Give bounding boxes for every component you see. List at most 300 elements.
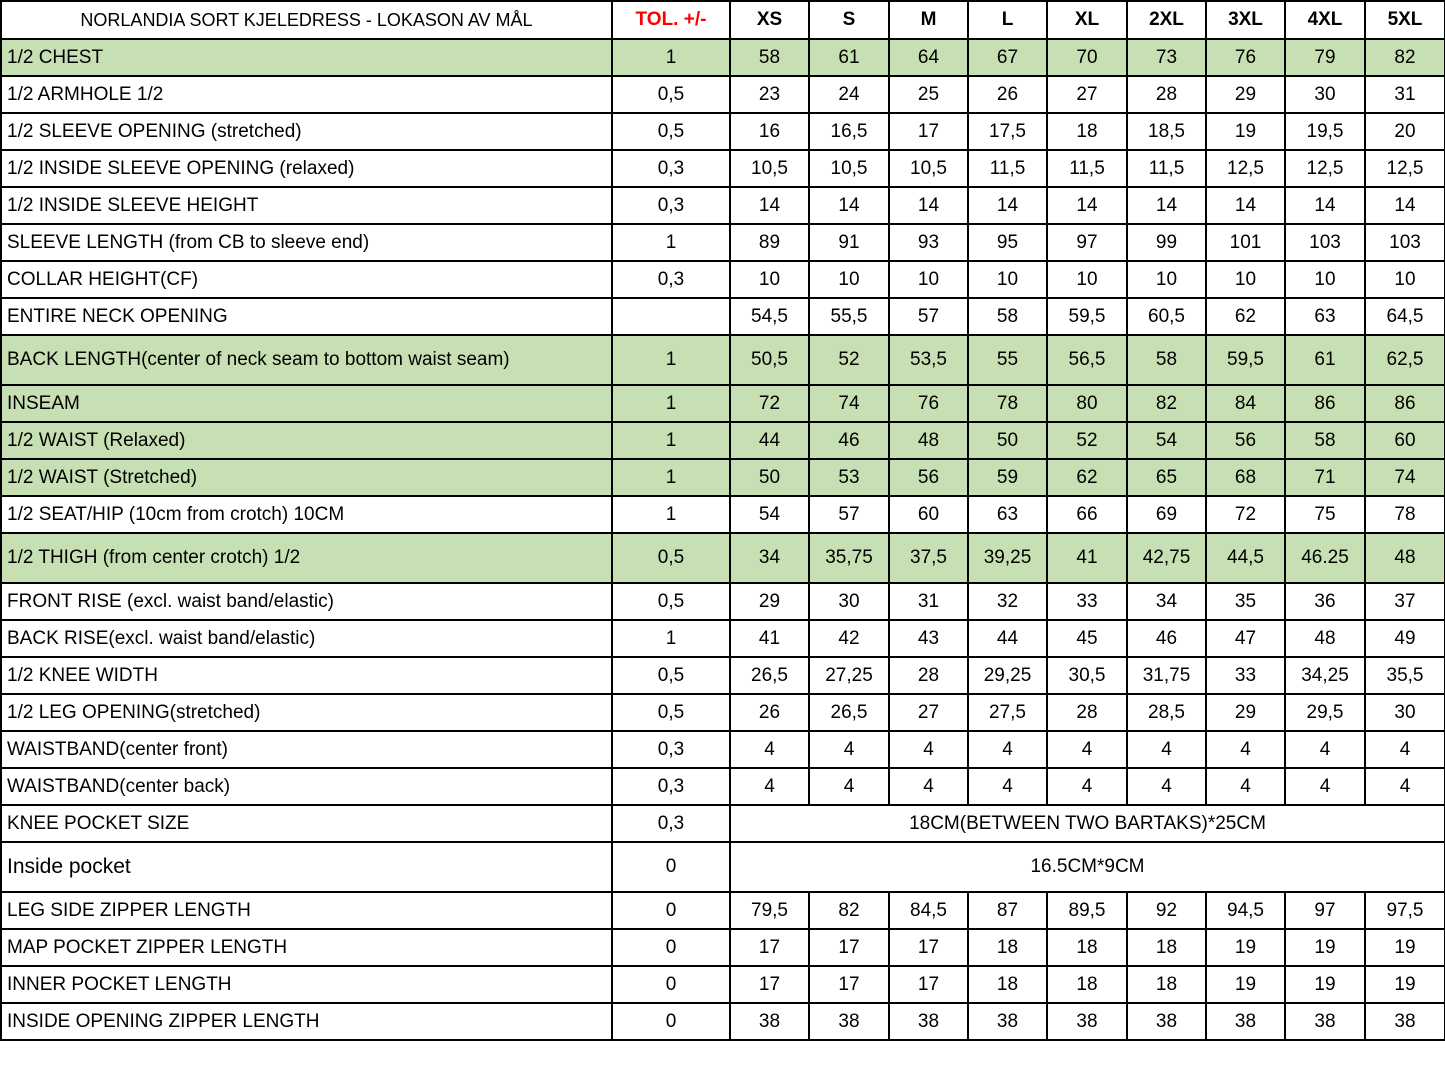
value-cell: 57 — [809, 496, 889, 533]
value-cell: 10 — [809, 261, 889, 298]
value-cell: 10,5 — [730, 150, 809, 187]
value-cell: 95 — [968, 224, 1047, 261]
tolerance-cell: 0 — [612, 929, 730, 966]
value-cell: 30 — [809, 583, 889, 620]
tolerance-cell: 0,5 — [612, 694, 730, 731]
table-row — [1, 929, 1445, 966]
value-cell: 35,75 — [809, 533, 889, 583]
value-cell: 34,25 — [1285, 657, 1365, 694]
measurement-label: INSEAM — [1, 385, 612, 422]
measurement-label: BACK RISE(excl. waist band/elastic) — [1, 620, 612, 657]
value-cell: 17 — [809, 966, 889, 1003]
value-cell: 38 — [730, 1003, 809, 1040]
table-body — [1, 39, 1445, 1040]
value-cell: 52 — [809, 335, 889, 385]
value-cell: 53 — [809, 459, 889, 496]
value-cell: 103 — [1285, 224, 1365, 261]
value-cell: 10 — [1047, 261, 1127, 298]
value-cell: 27,5 — [968, 694, 1047, 731]
value-cell: 18 — [968, 929, 1047, 966]
value-cell: 92 — [1127, 892, 1206, 929]
size-header-2xl: 2XL — [1127, 1, 1206, 39]
measurement-label: ENTIRE NECK OPENING — [1, 298, 612, 335]
value-cell: 56 — [889, 459, 968, 496]
table-row — [1, 533, 1445, 583]
value-cell: 27 — [889, 694, 968, 731]
measurement-label: 1/2 LEG OPENING(stretched) — [1, 694, 612, 731]
value-cell: 59,5 — [1047, 298, 1127, 335]
value-cell: 38 — [1285, 1003, 1365, 1040]
tolerance-cell: 1 — [612, 496, 730, 533]
value-cell: 23 — [730, 76, 809, 113]
table-row — [1, 261, 1445, 298]
value-cell: 38 — [968, 1003, 1047, 1040]
table-row — [1, 842, 1445, 892]
value-cell: 4 — [1365, 768, 1445, 805]
value-cell: 33 — [1047, 583, 1127, 620]
table-row — [1, 657, 1445, 694]
value-cell: 29 — [730, 583, 809, 620]
table-row — [1, 966, 1445, 1003]
value-cell: 72 — [1206, 496, 1285, 533]
measurement-label: LEG SIDE ZIPPER LENGTH — [1, 892, 612, 929]
value-cell: 4 — [1047, 731, 1127, 768]
value-cell: 91 — [809, 224, 889, 261]
value-cell: 38 — [1127, 1003, 1206, 1040]
value-cell: 18 — [968, 966, 1047, 1003]
value-cell: 62 — [1206, 298, 1285, 335]
value-cell: 18 — [1047, 113, 1127, 150]
value-cell: 31,75 — [1127, 657, 1206, 694]
table-row — [1, 39, 1445, 76]
value-cell: 69 — [1127, 496, 1206, 533]
value-cell: 41 — [730, 620, 809, 657]
value-cell: 16,5 — [809, 113, 889, 150]
value-cell: 17 — [730, 929, 809, 966]
value-cell: 80 — [1047, 385, 1127, 422]
value-cell: 46.25 — [1285, 533, 1365, 583]
value-cell: 89,5 — [1047, 892, 1127, 929]
value-cell: 97 — [1285, 892, 1365, 929]
measurement-label: 1/2 CHEST — [1, 39, 612, 76]
value-cell: 4 — [809, 768, 889, 805]
value-cell: 76 — [889, 385, 968, 422]
size-header-4xl: 4XL — [1285, 1, 1365, 39]
value-cell: 84,5 — [889, 892, 968, 929]
value-cell: 56,5 — [1047, 335, 1127, 385]
value-cell: 14 — [968, 187, 1047, 224]
size-header-m: M — [889, 1, 968, 39]
tolerance-cell: 0,5 — [612, 533, 730, 583]
value-cell: 42,75 — [1127, 533, 1206, 583]
measurement-label: 1/2 ARMHOLE 1/2 — [1, 76, 612, 113]
size-header-5xl: 5XL — [1365, 1, 1445, 39]
value-cell: 4 — [730, 768, 809, 805]
tolerance-cell: 0,5 — [612, 583, 730, 620]
value-cell: 65 — [1127, 459, 1206, 496]
value-cell: 10 — [1206, 261, 1285, 298]
value-cell: 55 — [968, 335, 1047, 385]
size-header-s: S — [809, 1, 889, 39]
value-cell: 11,5 — [1127, 150, 1206, 187]
value-cell: 19 — [1285, 929, 1365, 966]
value-cell: 35,5 — [1365, 657, 1445, 694]
value-cell: 12,5 — [1206, 150, 1285, 187]
value-cell: 4 — [1047, 768, 1127, 805]
value-cell: 61 — [809, 39, 889, 76]
value-cell: 29 — [1206, 76, 1285, 113]
header-row — [1, 1, 1445, 39]
value-cell: 74 — [809, 385, 889, 422]
value-cell: 25 — [889, 76, 968, 113]
value-cell: 12,5 — [1365, 150, 1445, 187]
tolerance-cell: 0,3 — [612, 731, 730, 768]
tolerance-cell: 1 — [612, 422, 730, 459]
value-cell: 57 — [889, 298, 968, 335]
tolerance-cell: 0,5 — [612, 76, 730, 113]
measurement-label: INNER POCKET LENGTH — [1, 966, 612, 1003]
value-cell: 46 — [809, 422, 889, 459]
value-cell: 63 — [1285, 298, 1365, 335]
value-cell: 64 — [889, 39, 968, 76]
value-cell: 37 — [1365, 583, 1445, 620]
table-row — [1, 620, 1445, 657]
value-cell: 19 — [1206, 966, 1285, 1003]
value-cell: 12,5 — [1285, 150, 1365, 187]
value-cell: 68 — [1206, 459, 1285, 496]
tolerance-header: TOL. +/- — [612, 1, 730, 39]
measurement-label: COLLAR HEIGHT(CF) — [1, 261, 612, 298]
value-cell: 28 — [889, 657, 968, 694]
value-cell: 75 — [1285, 496, 1365, 533]
tolerance-cell: 1 — [612, 459, 730, 496]
value-cell: 19 — [1285, 966, 1365, 1003]
value-cell: 14 — [809, 187, 889, 224]
size-header-l: L — [968, 1, 1047, 39]
value-cell: 17 — [809, 929, 889, 966]
value-cell: 93 — [889, 224, 968, 261]
value-cell: 38 — [889, 1003, 968, 1040]
value-cell: 4 — [1206, 731, 1285, 768]
merged-value-cell: 18CM(BETWEEN TWO BARTAKS)*25CM — [730, 805, 1445, 842]
value-cell: 18 — [1047, 966, 1127, 1003]
value-cell: 30 — [1365, 694, 1445, 731]
value-cell: 53,5 — [889, 335, 968, 385]
table-row — [1, 187, 1445, 224]
value-cell: 14 — [1047, 187, 1127, 224]
table-row — [1, 224, 1445, 261]
value-cell: 4 — [1206, 768, 1285, 805]
tolerance-cell: 0,5 — [612, 113, 730, 150]
tolerance-cell — [612, 298, 730, 335]
merged-value-cell: 16.5CM*9CM — [730, 842, 1445, 892]
table-row — [1, 805, 1445, 842]
value-cell: 44,5 — [1206, 533, 1285, 583]
value-cell: 4 — [968, 768, 1047, 805]
value-cell: 14 — [1285, 187, 1365, 224]
value-cell: 29 — [1206, 694, 1285, 731]
value-cell: 11,5 — [1047, 150, 1127, 187]
value-cell: 42 — [809, 620, 889, 657]
value-cell: 38 — [1365, 1003, 1445, 1040]
value-cell: 17 — [889, 966, 968, 1003]
size-header-xs: XS — [730, 1, 809, 39]
value-cell: 17 — [730, 966, 809, 1003]
value-cell: 34 — [1127, 583, 1206, 620]
table-row — [1, 385, 1445, 422]
value-cell: 52 — [1047, 422, 1127, 459]
table-row — [1, 459, 1445, 496]
value-cell: 58 — [968, 298, 1047, 335]
value-cell: 19 — [1365, 929, 1445, 966]
tolerance-cell: 1 — [612, 620, 730, 657]
value-cell: 14 — [1365, 187, 1445, 224]
value-cell: 28 — [1127, 76, 1206, 113]
tolerance-cell: 0,3 — [612, 187, 730, 224]
value-cell: 60 — [1365, 422, 1445, 459]
value-cell: 30,5 — [1047, 657, 1127, 694]
value-cell: 37,5 — [889, 533, 968, 583]
value-cell: 62,5 — [1365, 335, 1445, 385]
measurement-label: MAP POCKET ZIPPER LENGTH — [1, 929, 612, 966]
tolerance-cell: 1 — [612, 39, 730, 76]
value-cell: 18 — [1127, 929, 1206, 966]
value-cell: 4 — [1127, 768, 1206, 805]
value-cell: 60 — [889, 496, 968, 533]
value-cell: 38 — [809, 1003, 889, 1040]
measurement-label: 1/2 INSIDE SLEEVE HEIGHT — [1, 187, 612, 224]
measurement-label: 1/2 SEAT/HIP (10cm from crotch) 10CM — [1, 496, 612, 533]
tolerance-cell: 0,3 — [612, 150, 730, 187]
value-cell: 27 — [1047, 76, 1127, 113]
value-cell: 58 — [1285, 422, 1365, 459]
value-cell: 20 — [1365, 113, 1445, 150]
value-cell: 26,5 — [809, 694, 889, 731]
value-cell: 64,5 — [1365, 298, 1445, 335]
value-cell: 101 — [1206, 224, 1285, 261]
value-cell: 4 — [889, 731, 968, 768]
table-row — [1, 113, 1445, 150]
value-cell: 72 — [730, 385, 809, 422]
value-cell: 59 — [968, 459, 1047, 496]
measurement-label: Inside pocket — [1, 842, 612, 892]
table-row — [1, 583, 1445, 620]
size-header-3xl: 3XL — [1206, 1, 1285, 39]
value-cell: 39,25 — [968, 533, 1047, 583]
value-cell: 17,5 — [968, 113, 1047, 150]
value-cell: 28,5 — [1127, 694, 1206, 731]
value-cell: 48 — [889, 422, 968, 459]
value-cell: 4 — [1285, 731, 1365, 768]
value-cell: 10 — [1365, 261, 1445, 298]
value-cell: 82 — [1365, 39, 1445, 76]
measurement-label: 1/2 THIGH (from center crotch) 1/2 — [1, 533, 612, 583]
value-cell: 84 — [1206, 385, 1285, 422]
value-cell: 31 — [1365, 76, 1445, 113]
value-cell: 27,25 — [809, 657, 889, 694]
value-cell: 19 — [1365, 966, 1445, 1003]
value-cell: 56 — [1206, 422, 1285, 459]
value-cell: 67 — [968, 39, 1047, 76]
value-cell: 58 — [730, 39, 809, 76]
measurement-label: INSIDE OPENING ZIPPER LENGTH — [1, 1003, 612, 1040]
value-cell: 54,5 — [730, 298, 809, 335]
measurement-label: 1/2 WAIST (Stretched) — [1, 459, 612, 496]
value-cell: 78 — [1365, 496, 1445, 533]
value-cell: 43 — [889, 620, 968, 657]
value-cell: 32 — [968, 583, 1047, 620]
table-row — [1, 298, 1445, 335]
measurement-label: 1/2 KNEE WIDTH — [1, 657, 612, 694]
tolerance-cell: 0,5 — [612, 657, 730, 694]
value-cell: 58 — [1127, 335, 1206, 385]
value-cell: 62 — [1047, 459, 1127, 496]
value-cell: 103 — [1365, 224, 1445, 261]
value-cell: 86 — [1285, 385, 1365, 422]
value-cell: 45 — [1047, 620, 1127, 657]
value-cell: 71 — [1285, 459, 1365, 496]
value-cell: 19,5 — [1285, 113, 1365, 150]
value-cell: 97,5 — [1365, 892, 1445, 929]
value-cell: 70 — [1047, 39, 1127, 76]
value-cell: 18,5 — [1127, 113, 1206, 150]
tolerance-cell: 0 — [612, 892, 730, 929]
value-cell: 41 — [1047, 533, 1127, 583]
value-cell: 34 — [730, 533, 809, 583]
value-cell: 44 — [968, 620, 1047, 657]
value-cell: 29,25 — [968, 657, 1047, 694]
value-cell: 89 — [730, 224, 809, 261]
value-cell: 48 — [1365, 533, 1445, 583]
value-cell: 74 — [1365, 459, 1445, 496]
value-cell: 26 — [968, 76, 1047, 113]
value-cell: 10 — [730, 261, 809, 298]
measurement-label: BACK LENGTH(center of neck seam to bottom waist seam) — [1, 335, 612, 385]
value-cell: 54 — [730, 496, 809, 533]
value-cell: 76 — [1206, 39, 1285, 76]
tolerance-cell: 0 — [612, 842, 730, 892]
value-cell: 14 — [730, 187, 809, 224]
value-cell: 4 — [889, 768, 968, 805]
value-cell: 94,5 — [1206, 892, 1285, 929]
value-cell: 4 — [809, 731, 889, 768]
tolerance-cell: 0,3 — [612, 768, 730, 805]
value-cell: 4 — [730, 731, 809, 768]
value-cell: 28 — [1047, 694, 1127, 731]
value-cell: 35 — [1206, 583, 1285, 620]
size-header-xl: XL — [1047, 1, 1127, 39]
value-cell: 59,5 — [1206, 335, 1285, 385]
table-row — [1, 694, 1445, 731]
value-cell: 30 — [1285, 76, 1365, 113]
value-cell: 50,5 — [730, 335, 809, 385]
value-cell: 79,5 — [730, 892, 809, 929]
value-cell: 38 — [1047, 1003, 1127, 1040]
tolerance-cell: 1 — [612, 224, 730, 261]
value-cell: 4 — [1365, 731, 1445, 768]
value-cell: 86 — [1365, 385, 1445, 422]
measurement-label: SLEEVE LENGTH (from CB to sleeve end) — [1, 224, 612, 261]
value-cell: 82 — [1127, 385, 1206, 422]
tolerance-cell: 1 — [612, 335, 730, 385]
value-cell: 10 — [968, 261, 1047, 298]
table-row — [1, 496, 1445, 533]
value-cell: 14 — [889, 187, 968, 224]
value-cell: 47 — [1206, 620, 1285, 657]
table-row — [1, 76, 1445, 113]
value-cell: 33 — [1206, 657, 1285, 694]
table-row — [1, 892, 1445, 929]
value-cell: 18 — [1047, 929, 1127, 966]
value-cell: 73 — [1127, 39, 1206, 76]
measurement-label: WAISTBAND(center back) — [1, 768, 612, 805]
measurement-label: 1/2 WAIST (Relaxed) — [1, 422, 612, 459]
table-row — [1, 150, 1445, 187]
value-cell: 17 — [889, 929, 968, 966]
value-cell: 14 — [1206, 187, 1285, 224]
value-cell: 60,5 — [1127, 298, 1206, 335]
value-cell: 66 — [1047, 496, 1127, 533]
value-cell: 29,5 — [1285, 694, 1365, 731]
value-cell: 38 — [1206, 1003, 1285, 1040]
measurement-label: WAISTBAND(center front) — [1, 731, 612, 768]
value-cell: 44 — [730, 422, 809, 459]
value-cell: 14 — [1127, 187, 1206, 224]
value-cell: 4 — [1127, 731, 1206, 768]
value-cell: 10 — [1127, 261, 1206, 298]
value-cell: 50 — [730, 459, 809, 496]
value-cell: 10,5 — [889, 150, 968, 187]
value-cell: 97 — [1047, 224, 1127, 261]
measurement-label: KNEE POCKET SIZE — [1, 805, 612, 842]
tolerance-cell: 1 — [612, 385, 730, 422]
value-cell: 18 — [1127, 966, 1206, 1003]
table-row — [1, 768, 1445, 805]
value-cell: 26,5 — [730, 657, 809, 694]
table-row — [1, 335, 1445, 385]
value-cell: 31 — [889, 583, 968, 620]
value-cell: 55,5 — [809, 298, 889, 335]
value-cell: 78 — [968, 385, 1047, 422]
value-cell: 26 — [730, 694, 809, 731]
table-row — [1, 422, 1445, 459]
value-cell: 48 — [1285, 620, 1365, 657]
value-cell: 10 — [889, 261, 968, 298]
measurement-label: FRONT RISE (excl. waist band/elastic) — [1, 583, 612, 620]
value-cell: 24 — [809, 76, 889, 113]
value-cell: 4 — [1285, 768, 1365, 805]
table-row — [1, 1003, 1445, 1040]
value-cell: 87 — [968, 892, 1047, 929]
value-cell: 19 — [1206, 113, 1285, 150]
value-cell: 46 — [1127, 620, 1206, 657]
value-cell: 54 — [1127, 422, 1206, 459]
value-cell: 19 — [1206, 929, 1285, 966]
value-cell: 99 — [1127, 224, 1206, 261]
table-row — [1, 731, 1445, 768]
table-title: NORLANDIA SORT KJELEDRESS - LOKASON AV MÅL — [1, 1, 612, 39]
value-cell: 79 — [1285, 39, 1365, 76]
value-cell: 63 — [968, 496, 1047, 533]
value-cell: 16 — [730, 113, 809, 150]
value-cell: 36 — [1285, 583, 1365, 620]
value-cell: 10,5 — [809, 150, 889, 187]
value-cell: 4 — [968, 731, 1047, 768]
tolerance-cell: 0 — [612, 1003, 730, 1040]
measurement-label: 1/2 SLEEVE OPENING (stretched) — [1, 113, 612, 150]
value-cell: 49 — [1365, 620, 1445, 657]
value-cell: 10 — [1285, 261, 1365, 298]
